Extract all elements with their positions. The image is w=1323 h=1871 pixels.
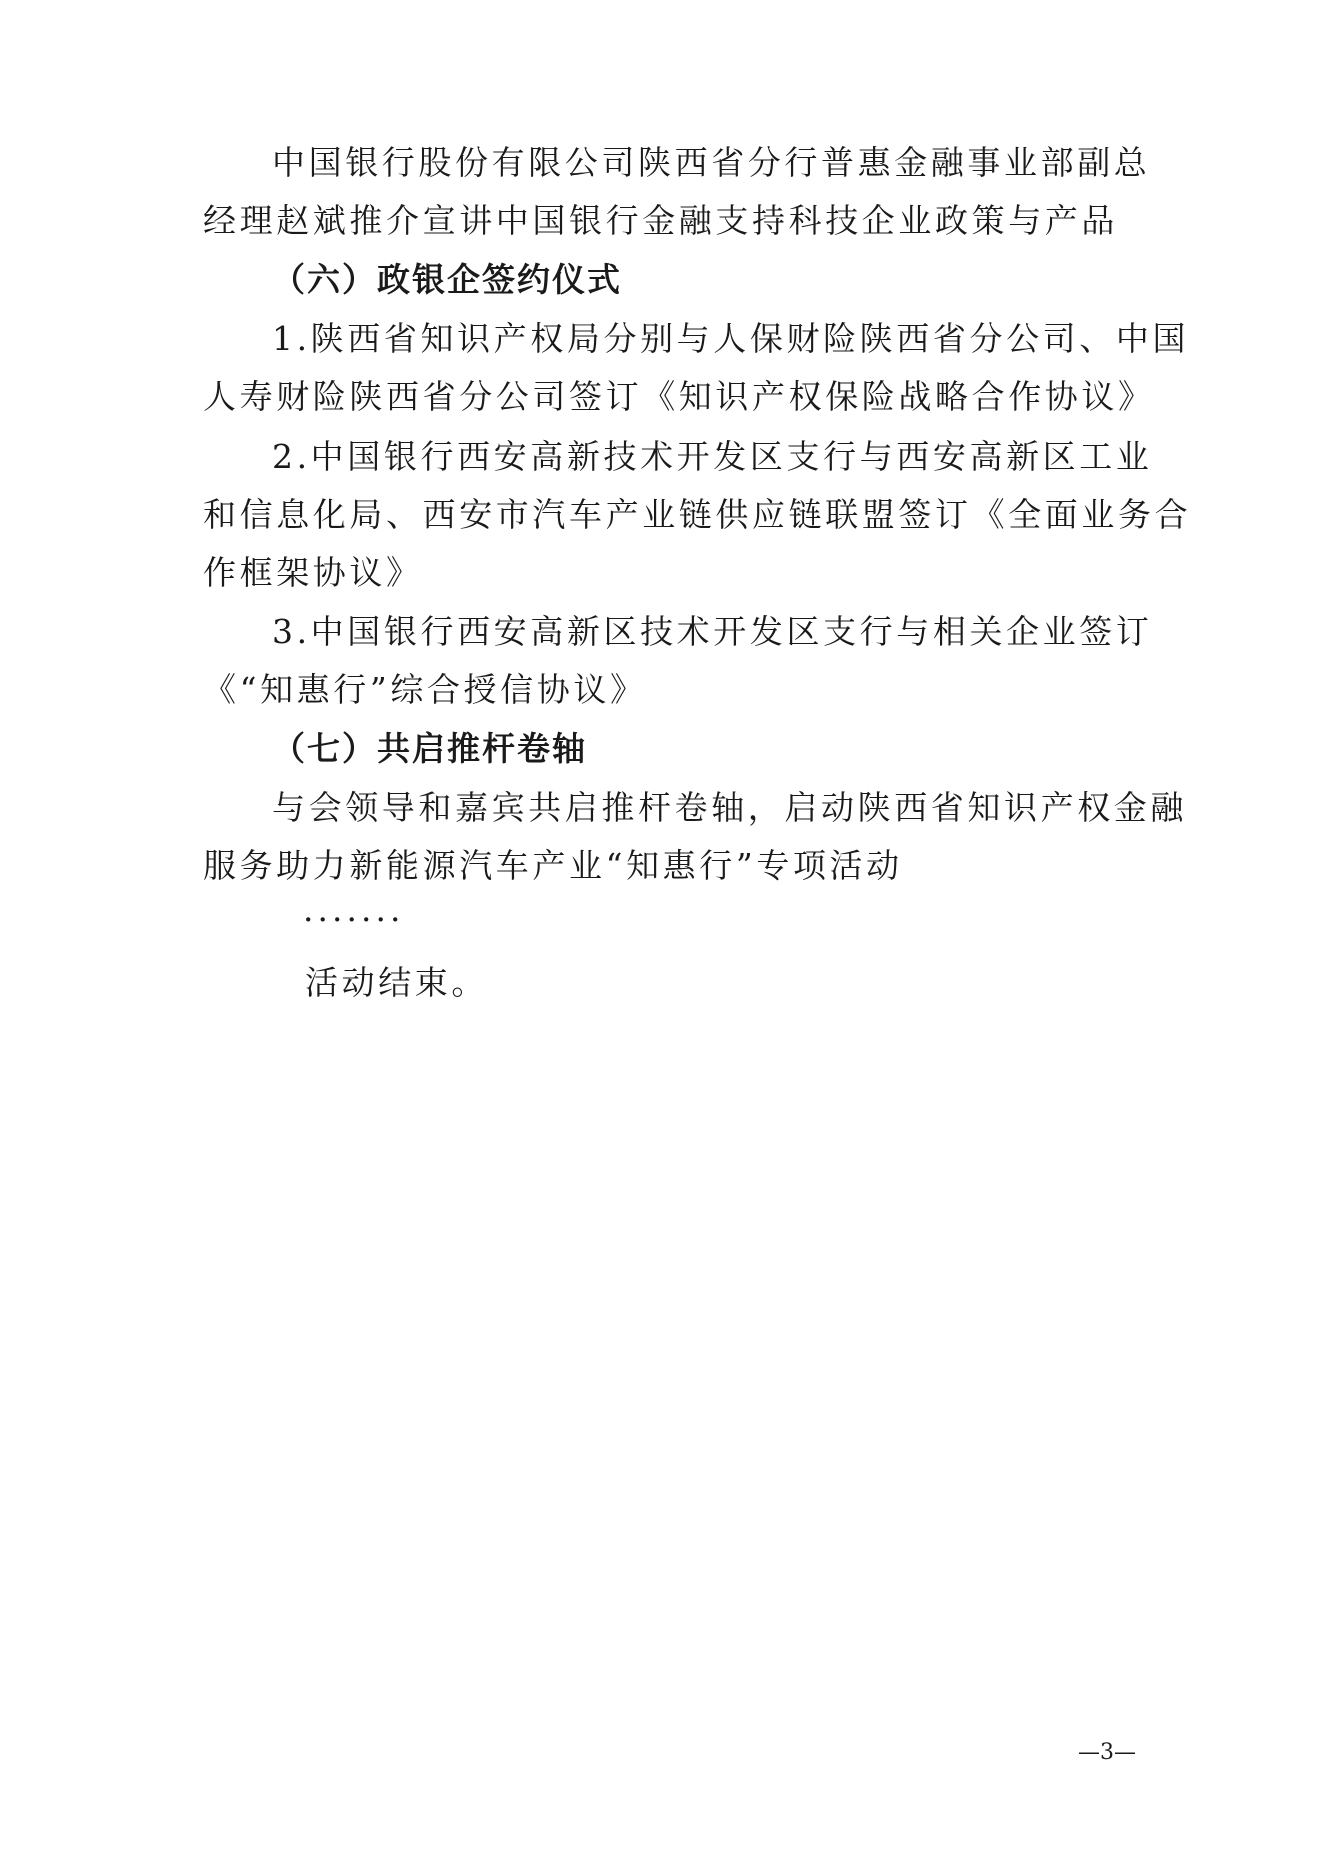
closing-text: 活动结束。 bbox=[305, 963, 488, 1002]
paragraph-1-line-2: 经理赵斌推介宣讲中国银行金融支持科技企业政策与产品 bbox=[203, 201, 1118, 240]
section-6-item-1-line-1: 1.陕西省知识产权局分别与人保财险陕西省分公司、中国 bbox=[272, 319, 1190, 358]
ellipsis-text: ······· bbox=[303, 900, 405, 939]
section-6-item-1-line-2: 人寿财险陕西省分公司签订《知识产权保险战略合作协议》 bbox=[203, 377, 1155, 416]
section-6-item-2-line-2: 和信息化局、西安市汽车产业链供应链联盟签订《全面业务合 bbox=[203, 495, 1192, 534]
section-6-heading: （六）政银企签约仪式 bbox=[272, 260, 622, 299]
paragraph-1-line-1: 中国银行股份有限公司陕西省分行普惠金融事业部副总 bbox=[272, 143, 1151, 182]
section-7-heading: （七）共启推杆卷轴 bbox=[272, 729, 587, 768]
section-6-item-3-line-1: 3.中国银行西安高新区技术开发区支行与相关企业签订 bbox=[272, 612, 1153, 651]
section-6-item-3-line-2: 《“知惠行”综合授信协议》 bbox=[203, 670, 647, 709]
section-6-item-2-line-3: 作框架协议》 bbox=[203, 553, 423, 592]
section-6-item-2-line-1: 2.中国银行西安高新技术开发区支行与西安高新区工业 bbox=[272, 437, 1153, 476]
page-number: —3— bbox=[1078, 1740, 1136, 1765]
section-7-paragraph-line-1: 与会领导和嘉宾共启推杆卷轴，启动陕西省知识产权金融 bbox=[272, 788, 1187, 827]
section-7-paragraph-line-2: 服务助力新能源汽车产业“知惠行”专项活动 bbox=[203, 846, 903, 885]
